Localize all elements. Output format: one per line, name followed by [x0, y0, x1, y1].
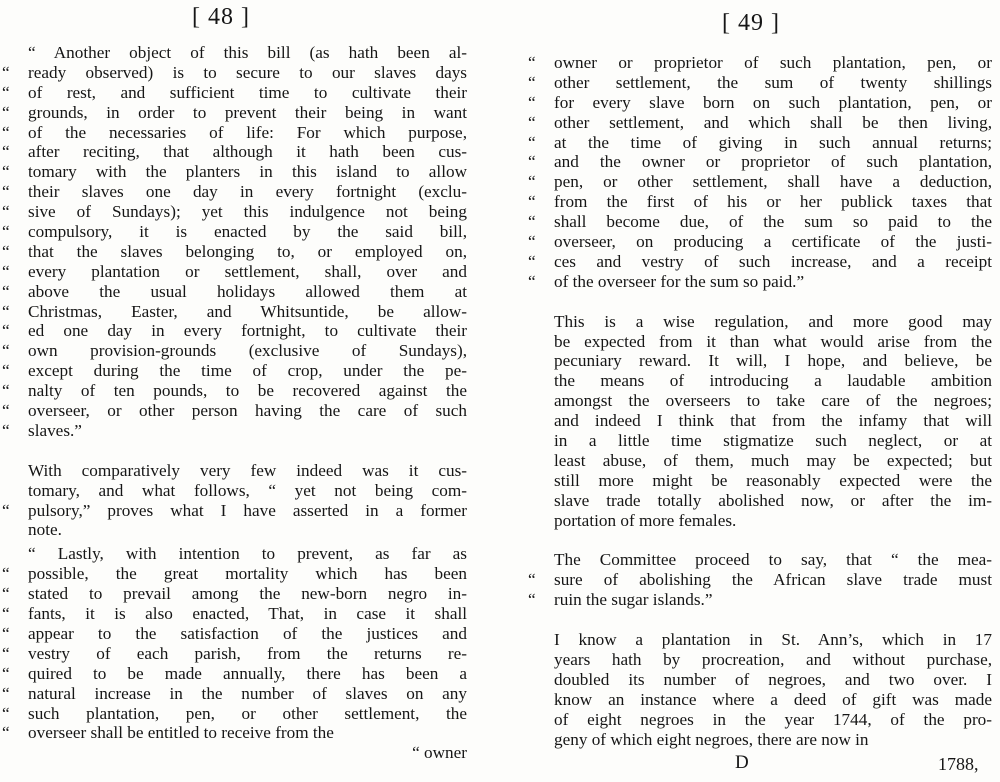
- text-line: [2, 341, 467, 361]
- text-line: [528, 491, 992, 511]
- quote-mark: “: [2, 420, 10, 440]
- quote-mark: “: [2, 683, 10, 703]
- quote-mark: “: [2, 82, 10, 102]
- quote-mark: “: [528, 172, 536, 192]
- signature-mark: D: [735, 752, 749, 773]
- text-line: [2, 481, 467, 501]
- text-line: [528, 710, 992, 730]
- text-line: [2, 63, 467, 83]
- line-text: “ Lastly, with intention to prevent, as far as: [28, 544, 467, 564]
- text-column: [528, 53, 992, 750]
- catchword: “ owner: [412, 743, 467, 763]
- catchword: 1788,: [938, 754, 979, 774]
- line-text: vestry of each parish, from the returns re-: [28, 643, 467, 663]
- quote-mark: “: [2, 361, 10, 381]
- line-text: ed one day in every fortnight, to cultivate their: [28, 321, 467, 341]
- text-line: [2, 664, 467, 684]
- line-text: sive of Sundays); yet this indulgence not being: [28, 202, 467, 222]
- line-text: of the overseer for the sum so paid.”: [554, 271, 805, 291]
- line-text: in a little time stigmatize such neglect, or at: [554, 431, 992, 451]
- line-text: fants, it is also enacted, That, in case it shall: [28, 604, 467, 624]
- text-line: [2, 222, 467, 242]
- line-text: overseer, on producing a certificate of the justi-: [554, 232, 992, 252]
- line-text: every plantation or settlement, shall, over and: [28, 261, 467, 281]
- quote-mark: “: [528, 251, 536, 271]
- line-text: ruin the sugar islands.”: [554, 590, 713, 610]
- text-line: [528, 152, 992, 172]
- text-line: [2, 83, 467, 103]
- text-line: [528, 212, 992, 232]
- quote-mark: “: [528, 232, 536, 252]
- text-line: [2, 501, 467, 521]
- line-text: This is a wise regulation, and more good may: [554, 311, 992, 331]
- line-text: nalty of ten pounds, to be recovered against the: [28, 381, 467, 401]
- text-line: [2, 282, 467, 302]
- text-line: [528, 630, 992, 650]
- text-line: [2, 544, 467, 564]
- text-line: [2, 123, 467, 143]
- quote-continuation: [528, 53, 992, 292]
- text-line: [2, 381, 467, 401]
- text-line: [2, 421, 467, 441]
- line-text: quired to be made annually, there has been a: [28, 663, 467, 683]
- quote-mark: “: [2, 281, 10, 301]
- quote-mark: “: [2, 241, 10, 261]
- line-text: other settlement, the sum of twenty shillings: [554, 72, 992, 92]
- quote-mark: “: [2, 202, 10, 222]
- text-line: [528, 471, 992, 491]
- text-column: [2, 43, 467, 763]
- text-line: [2, 584, 467, 604]
- line-text: overseer shall be entitled to receive from the: [28, 723, 334, 743]
- line-text: appear to the satisfaction of the justices and: [28, 623, 467, 643]
- quote-mark: “: [2, 142, 10, 162]
- commentary-paragraph: [528, 312, 992, 531]
- quote-mark: “: [528, 72, 536, 92]
- line-text: compulsory, it is enacted by the said bill,: [28, 222, 467, 242]
- text-line: [528, 650, 992, 670]
- text-line: [2, 704, 467, 724]
- quote-mark: “: [528, 271, 536, 291]
- line-text: of eight negroes in the year 1744, of the pro-: [554, 709, 992, 729]
- text-line: [528, 272, 992, 292]
- text-line: [528, 351, 992, 371]
- text-line: [528, 690, 992, 710]
- quote-mark: “: [2, 301, 10, 321]
- text-line: [528, 93, 992, 113]
- line-text: geny of which eight negroes, there are now in: [554, 729, 869, 749]
- text-line: [528, 133, 992, 153]
- text-line: [528, 73, 992, 93]
- line-text: after reciting, that although it hath been cus-: [28, 142, 467, 162]
- quote-mark: “: [528, 53, 536, 72]
- quote-mark: “: [528, 92, 536, 112]
- line-text: ready observed) is to secure to our slaves days: [28, 62, 467, 82]
- line-text: portation of more females.: [554, 510, 737, 530]
- quote-mark: “: [2, 341, 10, 361]
- text-line: [2, 644, 467, 664]
- line-text: their slaves one day in every fortnight (exclu-: [28, 182, 467, 202]
- text-line: [2, 361, 467, 381]
- line-text: know an instance where a deed of gift was made: [554, 689, 992, 709]
- line-text: of the necessaries of life: For which purpose,: [28, 122, 467, 142]
- text-line: [2, 564, 467, 584]
- line-text: other settlement, and which shall be then living,: [554, 112, 992, 132]
- text-line: [528, 451, 992, 471]
- plantation-paragraph: [528, 630, 992, 749]
- text-line: [528, 590, 992, 610]
- line-text: note.: [28, 520, 62, 540]
- text-line: [528, 192, 992, 212]
- quote-mark: “: [2, 604, 10, 624]
- text-line: [2, 103, 467, 123]
- text-line: [528, 53, 992, 73]
- text-line: [528, 431, 992, 451]
- text-line: [2, 604, 467, 624]
- line-text: overseer, or other person having the care of such: [28, 401, 467, 421]
- line-text: pulsory,” proves what I have asserted in a former: [28, 500, 467, 520]
- line-text: I know a plantation in St. Ann’s, which in 17: [554, 630, 992, 650]
- text-line: [2, 142, 467, 162]
- line-text: years hath by procreation, and without purchase,: [554, 650, 992, 670]
- quote-mark: “: [528, 570, 536, 590]
- line-text: possible, the great mortality which has been: [28, 564, 467, 584]
- line-text: above the usual holidays allowed them at: [28, 281, 467, 301]
- page-number: [ 49 ]: [722, 10, 780, 36]
- text-line: [2, 202, 467, 222]
- line-text: doubled its number of negroes, and two over. I: [554, 669, 992, 689]
- quote-mark: “: [2, 182, 10, 202]
- line-text: that the slaves belonging to, or employed on,: [28, 241, 467, 261]
- quote-mark: “: [2, 703, 10, 723]
- quoted-paragraph: [2, 43, 467, 441]
- line-text: tomary with the planters in this island to allow: [28, 162, 467, 182]
- quote-mark: “: [2, 321, 10, 341]
- line-text: such plantation, pen, or other settlement, the: [28, 703, 467, 723]
- line-text: still more might be reasonably expected were the: [554, 470, 992, 490]
- line-text: With comparatively very few indeed was it cus-: [28, 460, 467, 480]
- line-text: least abuse, of them, much may be expected; but: [554, 450, 992, 470]
- line-text: ces and vestry of such increase, and a receipt: [554, 251, 992, 271]
- commentary-paragraph: [2, 461, 467, 541]
- text-line: [2, 43, 467, 63]
- text-line: [528, 371, 992, 391]
- line-text: grounds, in order to prevent their being in want: [28, 102, 467, 122]
- line-text: the means of introducing a laudable ambition: [554, 371, 992, 391]
- text-line: [528, 570, 992, 590]
- quote-mark: “: [528, 132, 536, 152]
- text-line: [2, 182, 467, 202]
- line-text: own provision-grounds (exclusive of Sundays),: [28, 341, 467, 361]
- text-line: [2, 723, 467, 743]
- line-text: natural increase in the number of slaves on any: [28, 683, 467, 703]
- text-line: [528, 411, 992, 431]
- line-text: stated to prevail among the new-born negro in-: [28, 584, 467, 604]
- text-line: [2, 401, 467, 421]
- text-line: [528, 113, 992, 133]
- quote-mark: “: [2, 623, 10, 643]
- line-text: and the owner or proprietor of such plantation,: [554, 152, 992, 172]
- quote-mark: “: [528, 152, 536, 172]
- quote-mark: “: [2, 663, 10, 683]
- text-line: [2, 684, 467, 704]
- text-line: [528, 172, 992, 192]
- quoted-paragraph-2: [2, 544, 467, 743]
- text-line: [528, 391, 992, 411]
- text-line: [528, 232, 992, 252]
- line-text: except during the time of crop, under the pe-: [28, 361, 467, 381]
- line-text: sure of abolishing the African slave trade must: [554, 570, 992, 590]
- line-text: be expected from it than what would arise from the: [554, 331, 992, 351]
- page-number: [ 48 ]: [192, 4, 250, 30]
- text-line: [2, 461, 467, 481]
- text-line: [528, 332, 992, 352]
- quote-mark: “: [2, 564, 10, 584]
- text-line: [2, 262, 467, 282]
- text-line: [528, 511, 992, 531]
- line-text: slaves.”: [28, 420, 82, 440]
- line-text: at the time of giving in such annual returns;: [554, 132, 992, 152]
- text-line: [528, 730, 992, 750]
- text-line: [2, 624, 467, 644]
- line-text: “ Another object of this bill (as hath been al-: [28, 43, 467, 62]
- line-text: amongst the overseers to take care of the negroes;: [554, 391, 992, 411]
- quote-mark: “: [2, 261, 10, 281]
- quote-mark: “: [2, 643, 10, 663]
- quote-mark: “: [2, 62, 10, 82]
- right-page: [500, 0, 1000, 782]
- line-text: from the first of his or her publick taxes that: [554, 192, 992, 212]
- quote-mark: “: [2, 122, 10, 142]
- line-text: owner or proprietor of such plantation, pen, or: [554, 53, 992, 72]
- quote-mark: “: [2, 723, 10, 743]
- line-text: pecuniary reward. It will, I hope, and believe, be: [554, 351, 992, 371]
- text-line: [2, 520, 467, 540]
- quote-mark: “: [2, 401, 10, 421]
- line-text: for every slave born on such plantation, pen, or: [554, 92, 992, 112]
- line-text: slave trade totally abolished now, or after the im-: [554, 490, 992, 510]
- line-text: tomary, and what follows, “ yet not being com-: [28, 480, 467, 500]
- line-text: shall become due, of the sum so paid to the: [554, 212, 992, 232]
- quote-mark: “: [2, 222, 10, 242]
- text-line: [528, 670, 992, 690]
- line-text: Christmas, Easter, and Whitsuntide, be allow-: [28, 301, 467, 321]
- quote-mark: “: [528, 192, 536, 212]
- text-line: [528, 252, 992, 272]
- text-line: [2, 302, 467, 322]
- quote-mark: “: [2, 500, 10, 520]
- text-line: [2, 162, 467, 182]
- quote-mark: “: [2, 584, 10, 604]
- quote-mark: “: [528, 112, 536, 132]
- text-line: [528, 550, 992, 570]
- line-text: pen, or other settlement, shall have a deduction,: [554, 172, 992, 192]
- quote-mark: “: [2, 381, 10, 401]
- line-text: of rest, and sufficient time to cultivate their: [28, 82, 467, 102]
- line-text: and indeed I think that from the infamy that will: [554, 411, 992, 431]
- quote-mark: “: [528, 590, 536, 610]
- text-line: [528, 312, 992, 332]
- text-line: [2, 321, 467, 341]
- committee-paragraph: [528, 550, 992, 610]
- quote-mark: “: [2, 162, 10, 182]
- line-text: The Committee proceed to say, that “ the mea-: [554, 550, 992, 570]
- text-line: [2, 242, 467, 262]
- quote-mark: “: [2, 102, 10, 122]
- quote-mark: “: [528, 212, 536, 232]
